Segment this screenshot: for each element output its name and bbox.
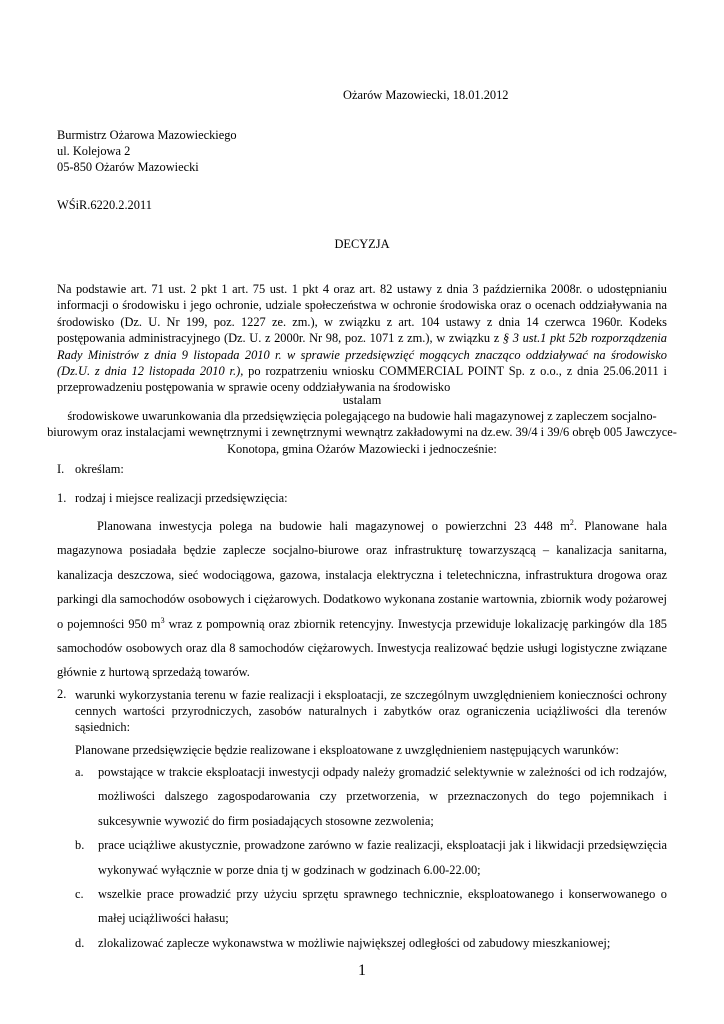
- condition-item: [75, 882, 667, 931]
- condition-item: [75, 931, 667, 955]
- condition-item: [75, 833, 667, 882]
- section-number: I.: [57, 462, 65, 476]
- condition-label: c.: [75, 887, 84, 902]
- document-title: DECYZJA: [334, 237, 390, 251]
- page-number: 1: [358, 962, 366, 979]
- legal-basis-text: Na podstawie art. 71 ust. 2 pkt 1 art. 75 ust. 1 pkt 4 oraz art. 82 ustawy z dnia 3 października 2008r. o udostępnianiu informacji o środowisku i jego ochronie, udziale społeczeństwa w ochronie środowiska oraz o ocenach oddziaływania na środowisko (Dz. U. Nr 199, poz. 1227 ze. zm.), w związku z art. 104 ustawy z dnia 14 czerwca 1960r. Kodeks postępowania administracyjnego (Dz. U. z 2000r. Nr 98, poz. 1071 z zm.), w związku z: [57, 282, 667, 346]
- conditions-intro: Planowane przedsięwzięcie będzie realizowane i eksploatowane z uwzględnieniem następujących warunków:: [75, 743, 619, 757]
- condition-item: [75, 760, 667, 833]
- decision-verb: ustalam: [342, 393, 382, 407]
- decision-text: środowiskowe uwarunkowania dla przedsięwzięcia polegającego na budowie hali magazynowej z zapleczem socjalno-biurowym oraz instalacjami wewnętrznymi i zewnętrznymi wewnątrz zakładowymi na dz.ew. 39/4 i 39/6 obręb 005 Jawczyce-Konotopa, gmina Ożarów Mazowiecki i jednocześnie:: [47, 409, 677, 456]
- item-label: rodzaj i miejsce realizacji przedsięwzięcia:: [75, 491, 288, 505]
- item-number: 2.: [57, 687, 67, 701]
- decision-block: [45, 392, 679, 457]
- place-date: Ożarów Mazowiecki, 18.01.2012: [343, 88, 509, 102]
- reference-number: WŚiR.6220.2.2011: [57, 198, 152, 212]
- item-label: warunki wykorzystania terenu w fazie realizacji i eksploatacji, ze szczególnym uwzględnieniem konieczności ochrony cennych wartości przyrodniczych, zasobów naturalnych i zabytków oraz ograniczenia uciążliwości dla terenów sąsiednich:: [75, 688, 667, 735]
- condition-text: zlokalizować zaplecze wykonawstwa w możliwie największej odległości od zabudowy mieszkaniowej;: [98, 935, 611, 950]
- sender-city: 05-850 Ożarów Mazowiecki: [57, 160, 199, 174]
- sender-name: Burmistrz Ożarowa Mazowieckiego: [57, 128, 237, 142]
- condition-text: wszelkie prace prowadzić przy użyciu sprzętu sprawnego technicznie, eksploatowanego i konserwowanego o małej uciążliwości hałasu;: [98, 887, 667, 926]
- section-label: określam:: [75, 462, 124, 476]
- investment-description: Planowana inwestycja polega na budowie hali magazynowej o powierzchni 23 448 $m^2$. Planowane hala magazynowa posiadała będzie zaplecze socjalno-biurowe oraz infrastrukturę towarzyszącą – kanalizacja sanitarna, kanalizacja deszczowa, sieć wodociągowa, gazowa, instalacja elektryczna i teletechniczna, infrastruktura drogowa oraz parkingi dla samochodów osobowych i ciężarowych. Dodatkowo wykonana zostanie wartownia, zbiornik wody pożarowej o pojemności 950 $m^3$ wraz z pompownią oraz zbiornik retencyjny. Inwestycja przewiduje lokalizację parkingów dla 185 samochodów osobowych oraz dla 8 samochodów ciężarowych. Inwestycja realizować będzie usługi logistyczne związane głównie z hurtową sprzedażą towarów.: [57, 517, 667, 680]
- condition-label: d.: [75, 935, 85, 950]
- condition-label: a.: [75, 765, 84, 779]
- legal-basis: [57, 281, 667, 396]
- condition-label: b.: [75, 838, 85, 853]
- sender-street: ul. Kolejowa 2: [57, 144, 131, 158]
- sender-address: [57, 127, 237, 175]
- condition-text: powstające w trakcie eksploatacji inwestycji odpady należy gromadzić selektywnie w zależności od ich rodzajów, możliwości dalszego zagospodarowania czy przetworzenia, w przeznaczonych do tego pojemnikach i sukcesywnie wywozić do firm posiadających stosowne zezwolenia;: [98, 765, 667, 828]
- legal-basis-italic: § 3 ust.1 pkt 52b rozporządzenia Rady Ministrów z dnia 9 listopada 2010 r. w sprawie przedsięwzięć mogących znacząco oddziaływać na środowisko (Dz.U. z dnia 12 listopada 2010 r.),: [57, 331, 667, 379]
- conditions-list: [75, 760, 667, 955]
- item-number: 1.: [57, 491, 67, 505]
- condition-text: prace uciążliwe akustycznie, prowadzone zarówno w fazie realizacji, eksploatacji jak i likwidacji przedsięwzięcia wykonywać wyłącznie w porze dnia tj w godzinach w godzinach 6.00-22.00;: [98, 838, 667, 877]
- legal-basis-text-end: po rozpatrzeniu wniosku COMMERCIAL POINT Sp. z o.o., z dnia 25.06.2011 i przeprowadzeniu postępowania w sprawie oceny oddziaływania na środowisko: [57, 364, 667, 395]
